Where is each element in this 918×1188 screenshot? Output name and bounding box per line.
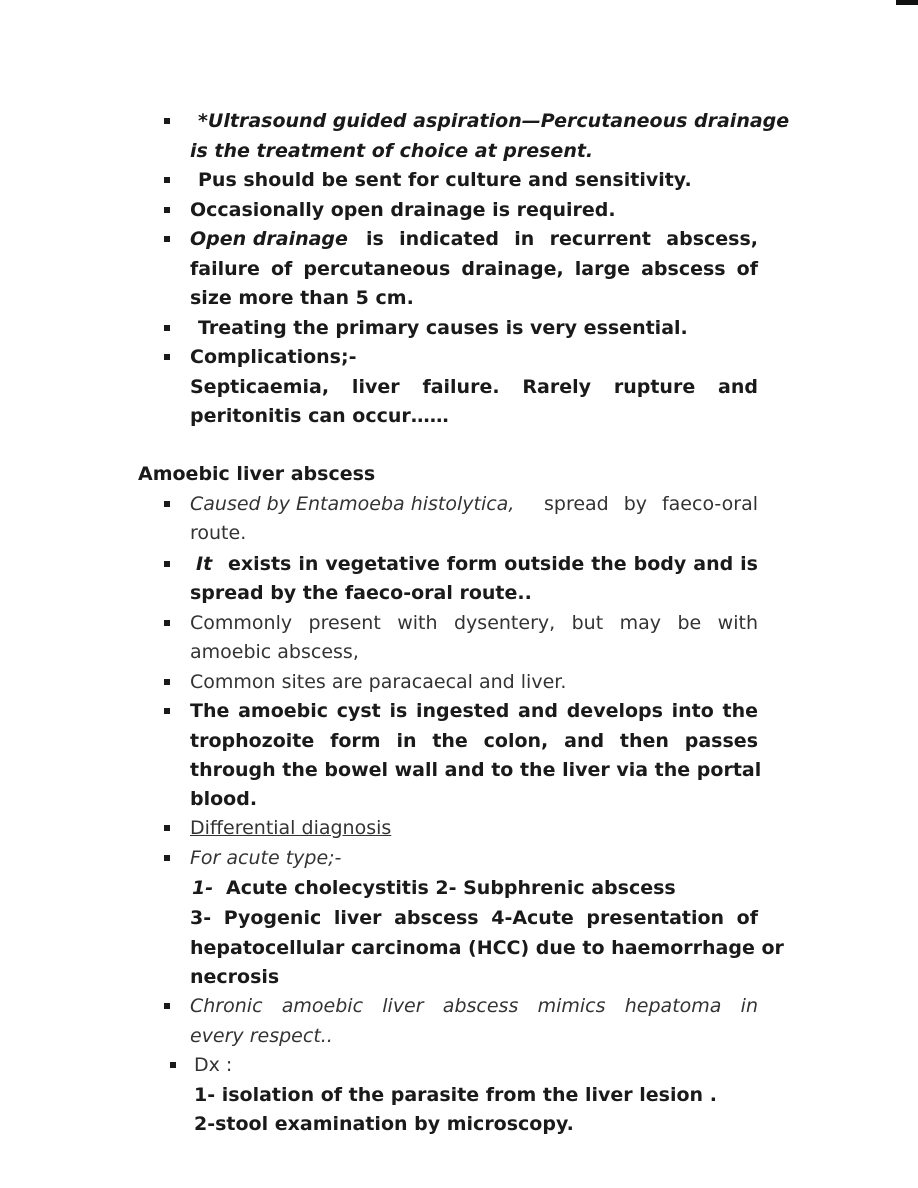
stool-exam-text: 2-stool examination by microscopy. [194,1113,574,1135]
bullet-marker [164,825,170,831]
pyogenic-text: 3- Pyogenic liver abscess 4-Acute presentation of [190,907,758,929]
bullet-marker [164,501,170,507]
acute-type-label: For acute type;- [190,847,342,869]
necrosis-text: necrosis [190,966,280,988]
bullet-marker [164,855,170,861]
common-sites-text: Common sites are paracaecal and liver. [190,671,567,693]
bullet-marker [164,561,170,567]
vegetative-form-text: exists in vegetative form outside the body and is [228,553,758,575]
bullet-marker [164,708,170,714]
bullet-marker [164,236,170,242]
route-text: route. [190,522,247,544]
amoebic-abscess-text: amoebic abscess, [190,641,359,663]
dysentery-text: Commonly present with dysentery, but may be with [190,612,758,634]
bowel-wall-text: through the bowel wall and to the liver via the portal [190,759,762,781]
percutaneous-failure-text: failure of percutaneous drainage, large abscess of [190,258,758,280]
complications-label: Complications;- [190,346,357,368]
scan-corner-mark [896,0,918,5]
trophozoite-text: trophozoite form in the colon, and then passes [190,730,758,752]
isolation-parasite-text: 1- isolation of the parasite from the liver lesion . [194,1084,717,1106]
every-respect-text: every respect.. [190,1025,333,1047]
bullet-marker [170,1062,176,1068]
bullet-marker [164,679,170,685]
bullet-marker [164,354,170,360]
bullet-marker [164,325,170,331]
pus-culture-text: Pus should be sent for culture and sensitivity. [198,169,692,191]
septicaemia-text: Septicaemia, liver failure. Rarely rupture and [190,376,758,398]
treatment-choice-text: is the treatment of choice at present. [190,140,594,162]
bullet-marker [164,620,170,626]
differential-diagnosis-heading: Differential diagnosis [190,817,392,839]
bullet-marker [164,207,170,213]
amoebic-abscess-heading: Amoebic liver abscess [138,463,376,485]
ultrasound-aspiration-text: *Ultrasound guided aspiration—Percutaneous drainage [198,110,790,132]
cholecystitis-text: Acute cholecystitis 2- Subphrenic abscess [226,877,676,899]
entamoeba-italic: Caused by Entamoeba histolytica, [190,493,515,515]
open-drainage-italic: Open drainage [190,228,348,250]
bullet-marker [164,1003,170,1009]
spread-route-text: spread by the faeco-oral route.. [190,582,532,604]
blood-text: blood. [190,788,258,810]
abscess-size-text: size more than 5 cm. [190,287,414,309]
chronic-abscess-text: Chronic amoebic liver abscess mimics hepatoma in [190,995,758,1017]
faeco-oral-text: spread by faeco-oral [544,493,758,515]
primary-causes-text: Treating the primary causes is very essential. [198,317,688,339]
open-drainage-indication-text: is indicated in recurrent abscess, [366,228,758,250]
open-drainage-required-text: Occasionally open drainage is required. [190,199,616,221]
bullet-marker [164,177,170,183]
number-one-italic: 1- [192,877,214,899]
cyst-ingested-text: The amoebic cyst is ingested and develops into the [190,700,758,722]
it-italic: It [196,553,213,575]
bullet-marker [164,118,170,124]
dx-label: Dx : [194,1054,233,1076]
hcc-text: hepatocellular carcinoma (HCC) due to haemorrhage or [190,937,784,959]
peritonitis-text: peritonitis can occur…… [190,405,449,427]
